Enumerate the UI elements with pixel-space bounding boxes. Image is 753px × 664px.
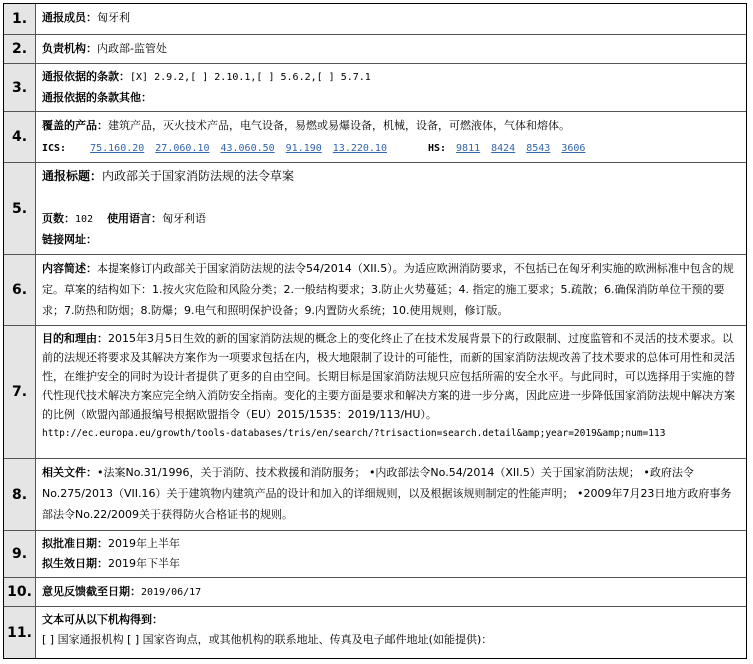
row-content — [36, 64, 746, 111]
table-row — [4, 255, 746, 326]
field-label-other: 通报依据的条款其他： — [42, 91, 152, 104]
field-value: 2015年3月5日生效的新的国家消防法规的概念上的变化终止了在技术发展背景下的行政限制、过度监管和不灵活的技术要求。以前的法规还将要求及其解决方案作为一项要求包括在内，极大地限制了设计的可能性，而新的国家消防法规改善了技术要求的总体可用性和灵活性，在维护安全的同时为设计者提供了更多的自由空间。长期目标是国家消防法规只应包括所需的安全水平。与此同时，可以选择用于实施的替代性现代技术解决方案应完全纳入消防安全指南。变化的主要方面是要求和解决方案的进一步分离，因此应进一步降低国家消防法规中解决方案的比例（欧盟內部通报编号根据欧盟指令（EU）2015/1535：2019/113/HU）。 — [42, 332, 735, 421]
row-number: 6. — [4, 255, 36, 325]
field-value: 内政部-监管处 — [97, 42, 167, 55]
row-content — [36, 578, 746, 606]
row-number: 2. — [4, 35, 36, 63]
field-value: •法案No.31/1996，关于消防、技术救援和消防服务； •内政部法令No.54/2014（XII.5）关于国家消防法规； •政府法令No.275/2013（VII.16）关于建筑物内建筑产品的设计和加入的详细规则，以及根据该规则制定的性能声明； •2009年7月23日地方政府事务部法令No.22/2009关于获得防火合格证书的规则。 — [42, 466, 732, 521]
tris-url[interactable]: http://ec.europa.eu/growth/tools-databases/tris/en/search/?trisaction=search.detail&amp;year=2019&amp;num=113 — [42, 428, 666, 439]
row-content — [36, 163, 746, 254]
row-content — [36, 326, 746, 458]
link-label: 链接网址： — [42, 233, 97, 246]
row-content — [36, 459, 746, 530]
row-content — [36, 531, 746, 577]
table-row — [4, 35, 746, 64]
field-value: 2019年下半年 — [108, 557, 180, 570]
table-row — [4, 459, 746, 531]
field-label: 内容简述： — [42, 262, 97, 275]
field-value: 匈牙利 — [97, 11, 130, 24]
notification-title: 内政部关于国家消防法规的法令草案 — [102, 169, 295, 183]
pages-value: 102 — [75, 214, 94, 225]
row-number: 9. — [4, 531, 36, 577]
ics-link[interactable]: 13.220.10 — [332, 143, 387, 154]
hs-label: HS: — [427, 143, 447, 154]
field-label: 意见反馈截至日期： — [42, 585, 141, 598]
field-label: 相关文件： — [42, 466, 97, 479]
table-row — [4, 112, 746, 163]
row-content — [36, 112, 746, 162]
row-number: 4. — [4, 112, 36, 162]
row-content — [36, 4, 746, 34]
row-number: 5. — [4, 163, 36, 254]
field-label: 通报成员： — [42, 11, 97, 24]
language-value: 匈牙利语 — [162, 212, 207, 225]
ics-label: ICS: — [42, 143, 67, 154]
pages-label: 页数： — [42, 212, 75, 225]
field-value: 建筑产品，灭火技术产品，电气设备，易燃或易爆设备，机械，设备，可燃液体，气体和熔体。 — [108, 119, 570, 132]
field-label: 拟批准日期： — [42, 537, 108, 550]
ics-link[interactable]: 91.190 — [285, 143, 322, 154]
table-row — [4, 163, 746, 255]
notification-table — [3, 3, 747, 659]
field-value: 2019年上半年 — [108, 537, 180, 550]
field-label: 拟生效日期： — [42, 557, 108, 570]
table-row — [4, 607, 746, 658]
language-label: 使用语言： — [107, 212, 163, 225]
field-label: 文本可从以下机构得到： — [42, 613, 163, 626]
row-number: 3. — [4, 64, 36, 111]
hs-link[interactable]: 8424 — [491, 143, 516, 154]
table-row — [4, 4, 746, 35]
field-value: [ ] 国家通报机构 [ ] 国家咨询点，或其他机构的联系地址、传真及电子邮件地址(如能提供)： — [42, 633, 493, 646]
table-row — [4, 578, 746, 607]
row-number: 8. — [4, 459, 36, 530]
table-row — [4, 64, 746, 112]
row-content — [36, 607, 746, 658]
table-row — [4, 531, 746, 578]
row-number: 7. — [4, 326, 36, 458]
table-row — [4, 326, 746, 459]
ics-link[interactable]: 75.160.20 — [90, 143, 145, 154]
field-label: 目的和理由： — [42, 332, 108, 345]
row-number: 1. — [4, 4, 36, 34]
article-checkboxes: [X] 2.9.2,[ ] 2.10.1,[ ] 5.6.2,[ ] 5.7.1 — [130, 72, 371, 83]
field-label: 通报依据的条款： — [42, 70, 130, 83]
hs-link[interactable]: 8543 — [526, 143, 551, 154]
row-number: 10. — [4, 578, 36, 606]
ics-link[interactable]: 43.060.50 — [220, 143, 275, 154]
field-label: 通报标题： — [42, 169, 103, 183]
row-content — [36, 255, 746, 325]
field-value: 本提案修订内政部关于国家消防法规的法令54/2014（XII.5）。为适应欧洲消防要求，不包括已在匈牙利实施的欧洲标准中包含的规定。草案的结构如下：1.按火灾危险和风险分类；2.一般结构要求；3.防止火势蔓延；4. 指定的施工要求；5.疏散；6.确保消防单位干预的要求；7.防热和防烟；8.防爆；9.电气和照明保护设备；9.内置防火系统；10.使用规则，修订版。 — [42, 262, 734, 317]
field-value: 2019/06/17 — [141, 587, 202, 598]
hs-link[interactable]: 3606 — [561, 143, 586, 154]
row-number: 11. — [4, 607, 36, 658]
row-content — [36, 35, 746, 63]
hs-link[interactable]: 9811 — [456, 143, 481, 154]
field-label: 覆盖的产品： — [42, 119, 108, 132]
field-label: 负责机构： — [42, 42, 97, 55]
ics-link[interactable]: 27.060.10 — [155, 143, 210, 154]
